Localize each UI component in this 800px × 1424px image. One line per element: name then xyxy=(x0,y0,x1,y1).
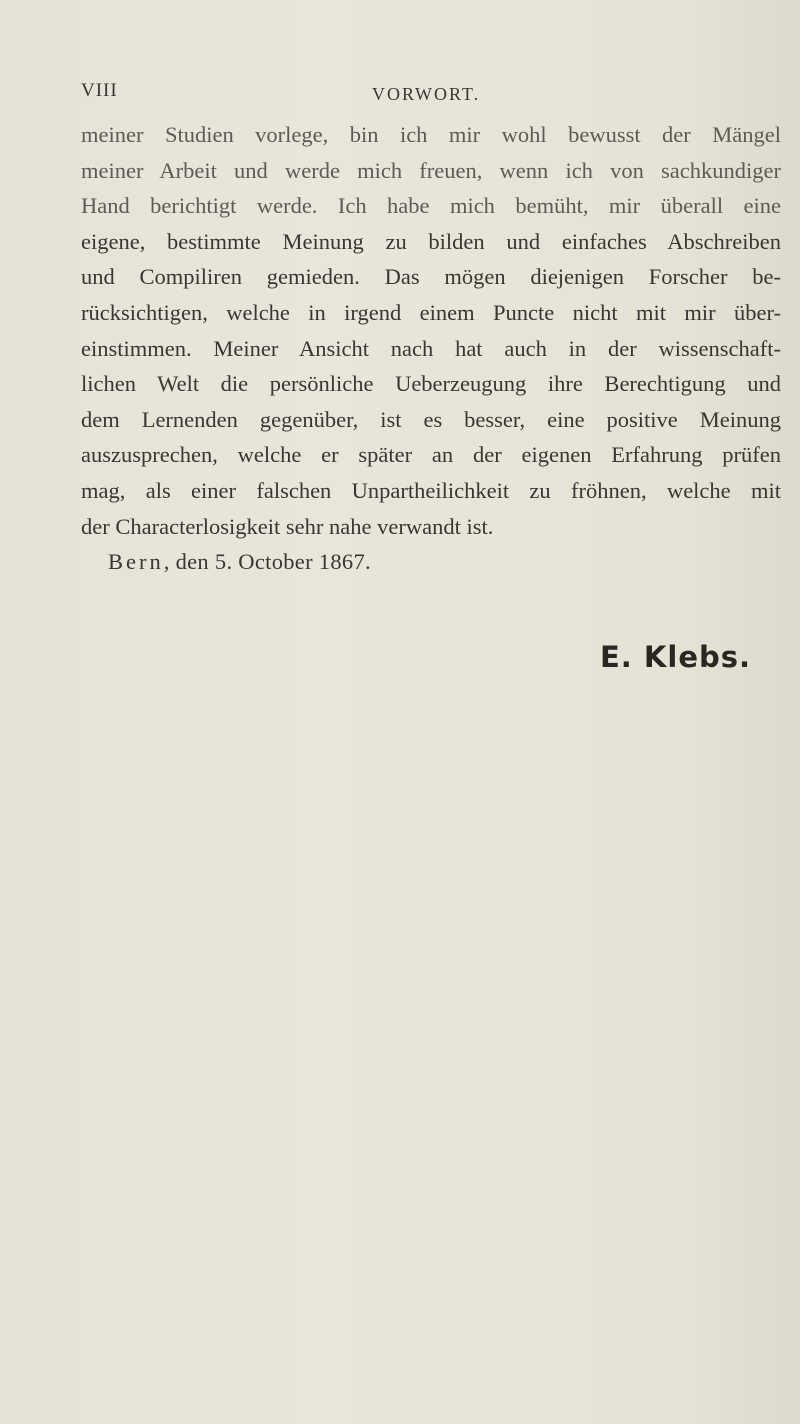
dateline-place: Bern xyxy=(108,549,164,575)
text-line-8: lichen Welt die persönliche Ueberzeugung ihre Berechtigung und xyxy=(81,371,781,397)
page-number: VIII xyxy=(81,80,118,101)
text-line-4: eigene, bestimmte Meinung zu bilden und einfaches Abschreiben xyxy=(81,228,781,254)
text-line-5: und Compiliren gemieden. Das mögen diejenigen Forscher be- xyxy=(81,264,781,290)
text-line-3: Hand berichtigt werde. Ich habe mich bemüht, mir überall eine xyxy=(81,193,781,219)
preface-text xyxy=(81,117,781,580)
text-line-9: dem Lernenden gegenüber, ist es besser, eine positive Meinung xyxy=(81,406,781,432)
text-line-10: auszusprechen, welche er später an der eigenen Erfahrung prüfen xyxy=(81,442,781,468)
text-line-2: meiner Arbeit und werde mich freuen, wenn ich von sachkundiger xyxy=(81,157,781,183)
text-line-6: rücksichtigen, welche in irgend einem Puncte nicht mit mir über- xyxy=(81,299,781,325)
text-line-11: mag, als einer falschen Unpartheilichkeit zu fröhnen, welche mit xyxy=(81,477,781,503)
running-head: VORWORT. xyxy=(372,84,481,104)
author-signature: E. Klebs. xyxy=(600,640,752,674)
text-line-7: einstimmen. Meiner Ansicht nach hat auch in der wissenschaft- xyxy=(81,335,781,361)
dateline-date: , den 5. October 1867. xyxy=(163,549,371,575)
text-line-12: der Characterlosigkeit sehr nahe verwandt ist. xyxy=(81,513,494,539)
dateline xyxy=(81,544,781,580)
text-line-1: meiner Studien vorlege, bin ich mir wohl bewusst der Mängel xyxy=(81,122,781,147)
